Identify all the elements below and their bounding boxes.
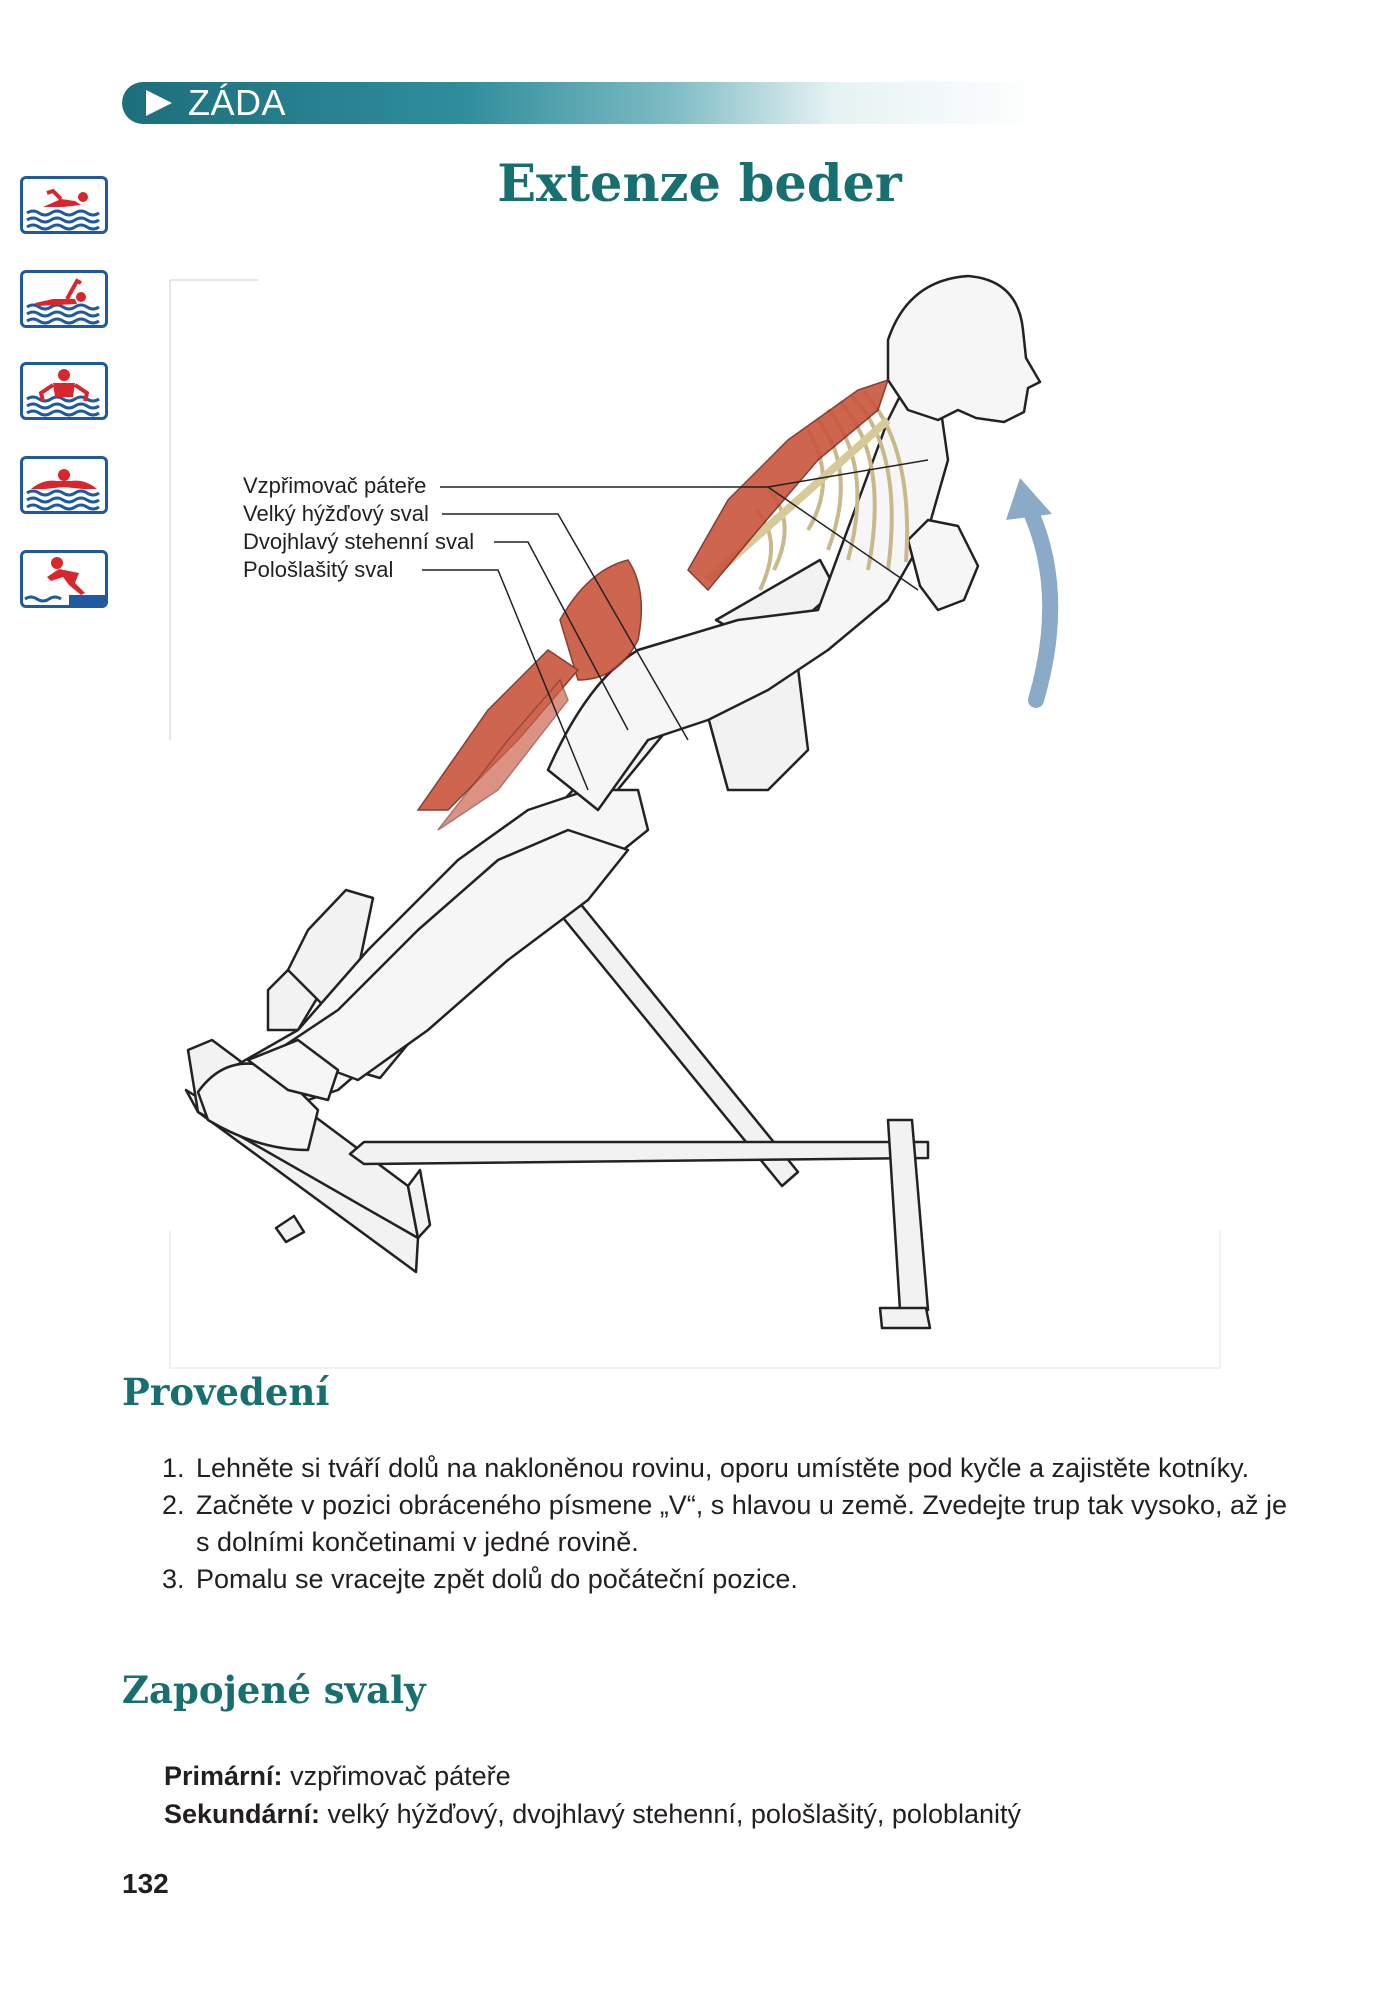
backstroke-swimmer-icon <box>20 270 108 328</box>
muscles-list <box>164 1757 1021 1833</box>
diving-start-icon <box>20 550 108 608</box>
section-header-bar <box>122 82 1270 124</box>
label-gluteus-maximus: Velký hýžďový sval <box>243 501 429 526</box>
label-erector-spinae: Vzpřimovač páteře <box>243 473 427 498</box>
step-item <box>162 1450 1292 1487</box>
lift-direction-arrow <box>1006 478 1052 700</box>
section-title: ZÁDA <box>188 82 287 123</box>
step-text: Začněte v pozici obráceného písmene „V“, s hlavou u země. Zvedejte trup tak vysoko, až je s dolními končetinami v jedné rovině. <box>196 1490 1288 1557</box>
secondary-label: Sekundární: <box>164 1799 321 1829</box>
step-text: Lehněte si tváří dolů na nakloněnou rovinu, oporu umístěte pod kyčle a zajistěte kotníky. <box>196 1453 1250 1483</box>
step-number: 1. <box>162 1453 185 1483</box>
muscles-heading: Zapojené svaly <box>122 1668 426 1712</box>
step-number: 2. <box>162 1490 185 1520</box>
step-text: Pomalu se vracejte zpět dolů do počáteční pozice. <box>196 1564 798 1594</box>
breaststroke-swimmer-icon <box>20 362 108 420</box>
procedure-heading: Provedení <box>122 1370 330 1414</box>
step-item <box>162 1487 1292 1561</box>
page-title: Extenze beder <box>497 154 902 214</box>
primary-muscles-row <box>164 1757 1021 1795</box>
primary-label: Primární: <box>164 1761 283 1791</box>
step-item <box>162 1561 1292 1598</box>
play-arrow-icon <box>146 90 172 116</box>
label-semitendinosus: Pološlašitý sval <box>243 557 394 582</box>
secondary-muscles: velký hýžďový, dvojhlavý stehenní, pološlašitý, poloblanitý <box>327 1799 1022 1829</box>
butterfly-swimmer-icon <box>20 456 108 514</box>
primary-muscles: vzpřimovač páteře <box>290 1761 511 1791</box>
label-biceps-femoris: Dvojhlavý stehenní sval <box>243 529 475 554</box>
secondary-muscles-row <box>164 1795 1021 1833</box>
page-number: 132 <box>122 1868 169 1899</box>
step-number: 3. <box>162 1564 185 1594</box>
exercise-illustration <box>168 270 1228 1370</box>
hyperextension-drawing <box>168 270 1228 1370</box>
procedure-steps <box>162 1450 1292 1598</box>
